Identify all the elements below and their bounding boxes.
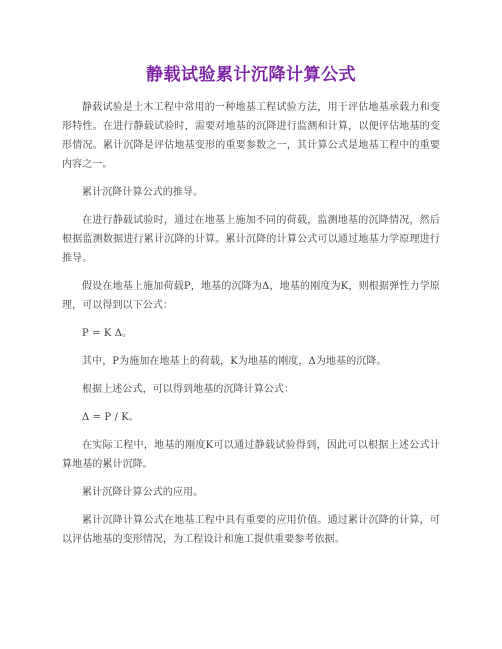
section-heading-derivation: 累计沉降计算公式的推导。 bbox=[82, 187, 204, 198]
formula-load: P = K Δ。 bbox=[82, 328, 133, 339]
formula-settlement: Δ = P / K。 bbox=[82, 412, 139, 423]
paragraph-practice: 在实际工程中，地基的刚度K可以通过静载试验得到，因此可以根据上述公式计算地基的累计沉降。 bbox=[62, 440, 440, 470]
document-body bbox=[62, 98, 440, 558]
paragraph-intro: 静载试验是土木工程中常用的一种地基工程试验方法，用于评估地基承载力和变形特性。在进行静载试验时，需要对地基的沉降进行监测和计算，以便评估地基的变形情况。累计沉降是评估地基变形的重要参数之一，其计算公式是地基工程中的重要内容之一。 bbox=[62, 102, 440, 170]
paragraph-application: 累计沉降计算公式在地基工程中具有重要的应用价值。通过累计沉降的计算，可以评估地基的变形情况，为工程设计和施工提供重要参考依据。 bbox=[62, 515, 440, 545]
paragraph-assumption: 假设在地基上施加荷载P，地基的沉降为Δ，地基的刚度为K，则根据弹性力学原理，可以得到以下公式： bbox=[62, 281, 440, 311]
paragraph-definitions: 其中，P为施加在地基上的荷载，K为地基的刚度，Δ为地基的沉降。 bbox=[82, 356, 387, 367]
paragraph-lead-in: 根据上述公式，可以得到地基的沉降计算公式： bbox=[82, 384, 295, 395]
section-heading-application: 累计沉降计算公式的应用。 bbox=[82, 487, 204, 498]
paragraph-derivation: 在进行静载试验时，通过在地基上施加不同的荷载，监测地基的沉降情况，然后根据监测数据进行累计沉降的计算。累计沉降的计算公式可以通过地基力学原理进行推导。 bbox=[62, 215, 440, 264]
document-title: 静载试验累计沉降计算公式 bbox=[146, 65, 356, 85]
